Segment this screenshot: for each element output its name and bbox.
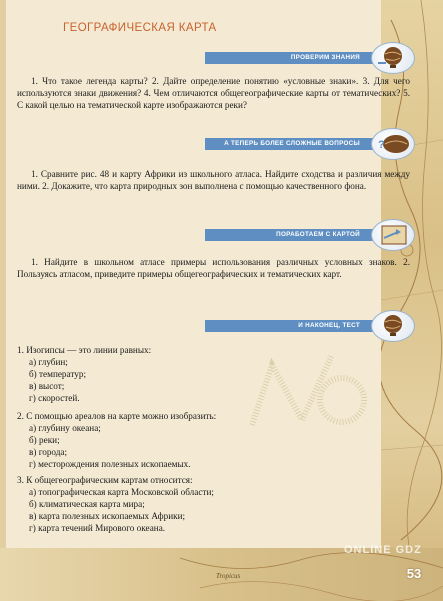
map-work-paragraph: 1. Найдите в школьном атласе примеры использования различных условных знаков. 2. Пользуясь атласом, приведите примеры общегеографических и тематических карт. [17,257,410,279]
test-option: б) реки; [29,435,60,445]
test-option: г) месторождения полезных ископаемых. [29,459,191,469]
test-option: г) карта течений Мирового океана. [29,523,166,533]
test-option: г) скоростей. [29,393,80,403]
page-number: 53 [406,566,422,581]
test-option: а) топографическая карта Московской области; [29,487,214,497]
section-banner-label: ПОРАБОТАЕМ С КАРТОЙ [276,231,360,238]
svg-text:?: ? [378,139,385,151]
test-question-text: 1. Изогипсы — это линии равных: [17,345,152,355]
section-banner-label: И НАКОНЕЦ, ТЕСТ [298,322,360,329]
test-option: а) глубину океана; [29,423,101,433]
test-question-2 [17,410,377,470]
book-question-icon [372,129,414,159]
test-question-text: 2. С помощью ареалов на карте можно изобразить: [17,411,217,421]
chapter-title: ГЕОГРАФИЧЕСКАЯ КАРТА [63,22,217,34]
harder-questions-paragraph: 1. Сравните рис. 48 и карту Африки из школьного атласа. Найдите сходства и различия между ними. 2. Докажите, что карта природных зон выполнена с помощью качественного фона. [17,169,410,191]
site-watermark: ONLINE GDZ [344,544,422,556]
map-label: Tropicus [216,572,241,580]
test-option: в) города; [29,447,68,457]
section-banner-label: А ТЕПЕРЬ БОЛЕЕ СЛОЖНЫЕ ВОПРОСЫ [224,140,360,147]
test-option: в) карта полезных ископаемых Африки; [29,511,186,521]
test-option: а) глубин; [29,357,68,367]
test-option: б) температур; [29,369,86,379]
map-badge [371,219,415,251]
test-option: б) климатическая карта мира; [29,499,145,509]
test-question-1 [17,344,377,404]
test-question-text: 3. К общегеографическим картам относится: [17,475,193,485]
test-question-3 [17,474,377,534]
globe-icon [372,43,414,73]
section-banner-label: ПРОВЕРИМ ЗНАНИЯ [290,54,360,61]
book-badge [371,128,415,160]
page-edge [0,0,6,601]
map-arrow-icon [372,220,414,250]
globe-badge [371,42,415,74]
test-option: в) высот; [29,381,65,391]
questions-paragraph: 1. Что такое легенда карты? 2. Дайте определение понятию «условные знаки». 3. Для чего используются знаки движения? 4. Чем отличаются общегеографические карты от тематических? 5. С какой целью на тематической карте изображаются реки? [17,76,410,110]
